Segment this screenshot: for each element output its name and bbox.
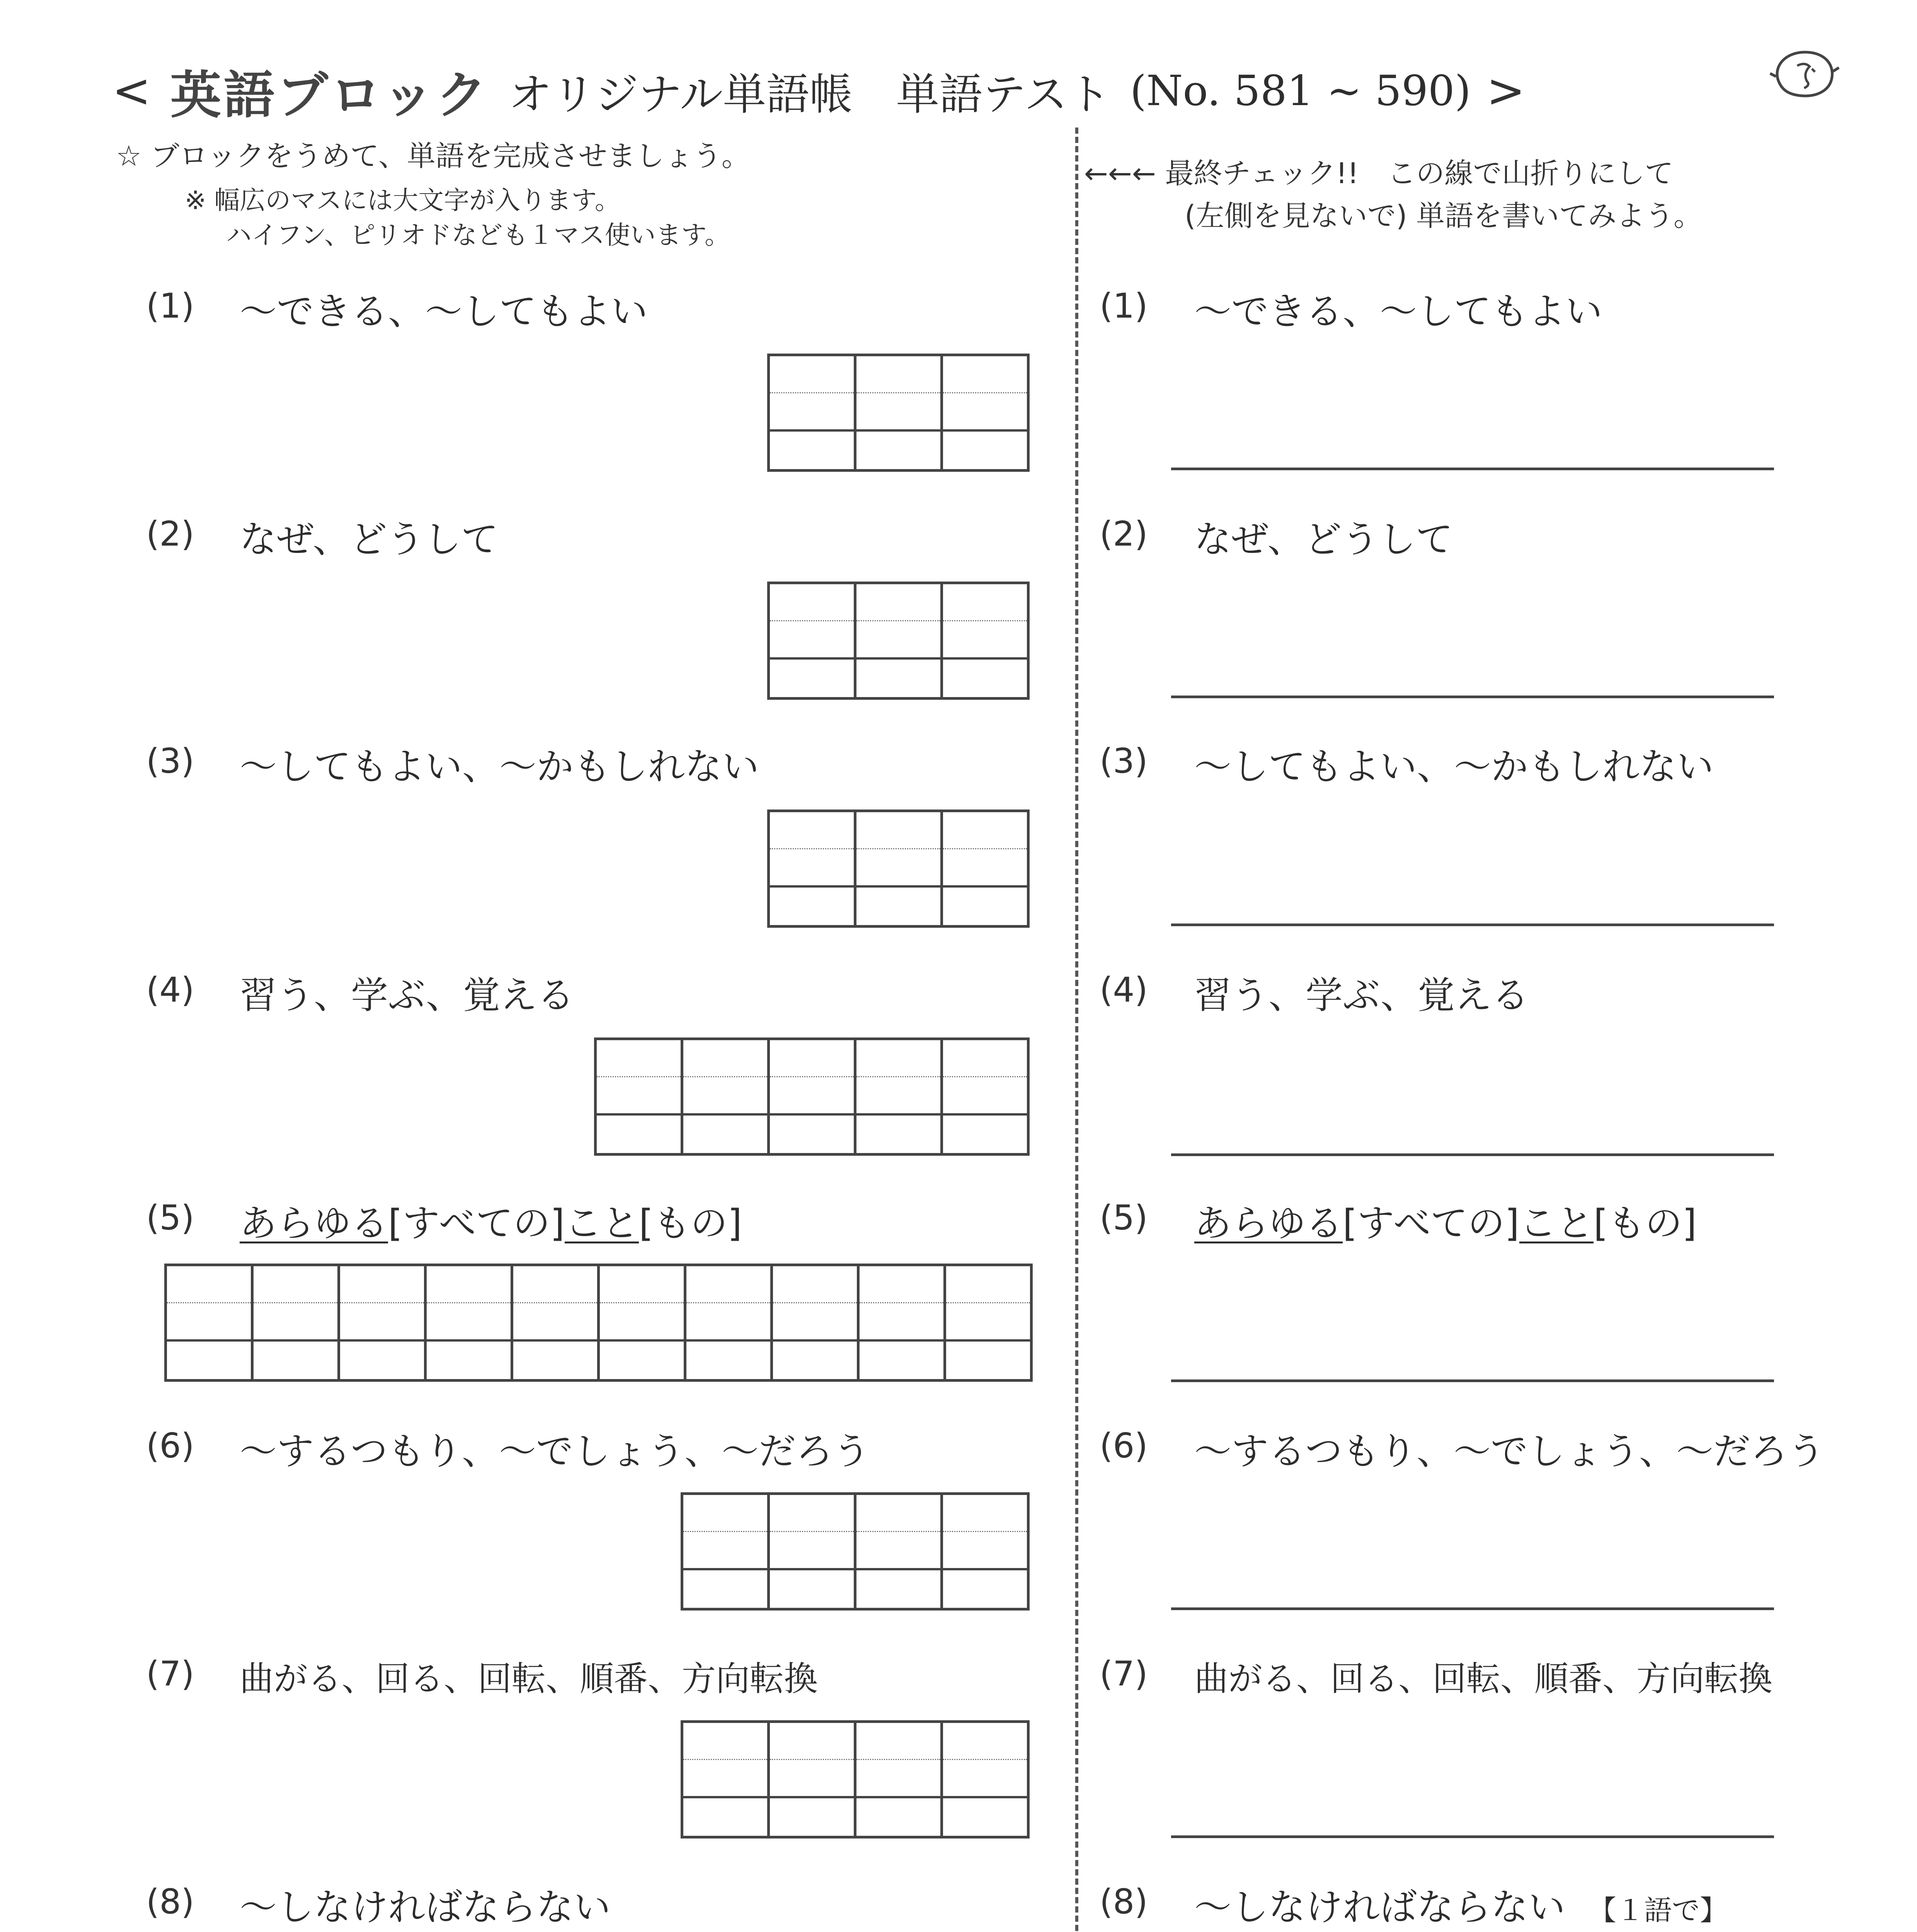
question-text-part: あらゆる (240, 1202, 388, 1245)
question-number: (1) (1100, 286, 1148, 326)
question-text: ～しなければならない (240, 1886, 611, 1929)
fold-line (1075, 128, 1078, 1932)
question-text: 曲がる、回る、回転、順番、方向転換 (240, 1659, 818, 1699)
answer-line[interactable] (1171, 468, 1774, 470)
answer-line[interactable] (1171, 1153, 1774, 1156)
question-text (1194, 1194, 1697, 1247)
question-number: (7) (1100, 1654, 1148, 1694)
question-number: (6) (1100, 1426, 1148, 1466)
grid-cell[interactable] (770, 582, 856, 700)
question-text-part: [すべての] (388, 1202, 565, 1245)
question-text: 習う、学ぶ、覚える (240, 974, 574, 1017)
answer-grid[interactable] (767, 582, 1030, 700)
question-number: (8) (146, 1882, 194, 1922)
question-number: (8) (1100, 1882, 1148, 1922)
grid-cell[interactable] (340, 1264, 427, 1382)
grid-cell[interactable] (770, 1720, 856, 1838)
one-word-note: 【１語で】 (1588, 1894, 1728, 1927)
mascot-icon (1766, 43, 1844, 104)
question-text-part: こと (565, 1202, 639, 1245)
grid-cell[interactable] (860, 1264, 946, 1382)
grid-cell[interactable] (683, 1037, 770, 1156)
grid-cell[interactable] (683, 1492, 770, 1611)
question-number: (3) (146, 741, 194, 781)
title-bracket-left: < (112, 64, 151, 118)
question-number: (3) (1100, 741, 1148, 781)
question-number: (4) (1100, 970, 1148, 1010)
question-text: 曲がる、回る、回転、順番、方向転換 (1194, 1659, 1773, 1699)
question-text-part: [もの] (1594, 1202, 1697, 1245)
question-number: (1) (146, 286, 194, 326)
question-number: (5) (146, 1198, 194, 1238)
grid-cell[interactable] (683, 1720, 770, 1838)
grid-cell[interactable] (856, 1492, 943, 1611)
grid-cell[interactable] (600, 1264, 686, 1382)
question-number: (2) (1100, 514, 1148, 554)
question-text-part: [すべての] (1343, 1202, 1519, 1245)
question-text (1194, 1878, 1728, 1931)
grid-cell[interactable] (773, 1264, 860, 1382)
question-number: (5) (1100, 1198, 1148, 1238)
question-text: ～できる、～してもよい (240, 290, 648, 333)
grid-cell[interactable] (597, 1037, 683, 1156)
grid-cell[interactable] (770, 354, 856, 472)
answer-line[interactable] (1171, 1379, 1774, 1382)
fold-instruction-1: ←←← 最終チェック!! この線で山折りにして (1084, 157, 1674, 190)
instruction-main: ☆ ブロックをうめて、単語を完成させましょう。 (116, 139, 750, 173)
instruction-note-1: ※ 幅広のマスには大文字が入ります。 (185, 185, 620, 215)
grid-cell[interactable] (856, 1037, 943, 1156)
answer-grid[interactable] (594, 1037, 1030, 1156)
grid-cell[interactable] (254, 1264, 340, 1382)
answer-grid[interactable] (681, 1492, 1030, 1611)
question-text (240, 1194, 742, 1247)
grid-cell[interactable] (513, 1264, 600, 1382)
answer-line[interactable] (1171, 1835, 1774, 1838)
answer-grid[interactable] (164, 1264, 1033, 1382)
question-text: ～できる、～してもよい (1194, 290, 1602, 333)
grid-cell[interactable] (770, 810, 856, 928)
grid-cell[interactable] (770, 1492, 856, 1611)
question-text: ～してもよい、～かもしれない (1194, 745, 1714, 788)
question-text: なぜ、どうして (240, 518, 499, 561)
grid-cell[interactable] (856, 354, 943, 472)
fold-instruction-2: (左側を見ないで) 単語を書いてみよう。 (1185, 199, 1702, 233)
answer-line[interactable] (1171, 1607, 1774, 1610)
grid-cell[interactable] (856, 1720, 943, 1838)
question-text: ～してもよい、～かもしれない (240, 745, 759, 788)
answer-grid[interactable] (767, 810, 1030, 928)
grid-cell[interactable] (856, 810, 943, 928)
grid-cell[interactable] (943, 810, 1030, 928)
title-range: (No. 581 ~ 590) (1130, 66, 1471, 115)
brand-logo: 英語ブロック (170, 66, 489, 125)
question-text-part: [もの] (639, 1202, 742, 1245)
question-text: 習う、学ぶ、覚える (1194, 974, 1529, 1017)
question-text: なぜ、どうして (1194, 518, 1453, 561)
question-text-part: あらゆる (1194, 1202, 1343, 1245)
question-number: (4) (146, 970, 194, 1010)
instruction-note-2: ハイフン、ピリオドなども１マス使います。 (226, 220, 730, 250)
question-number: (7) (146, 1654, 194, 1694)
grid-cell[interactable] (943, 582, 1030, 700)
answer-grid[interactable] (767, 354, 1030, 472)
grid-cell[interactable] (943, 1037, 1030, 1156)
grid-cell[interactable] (943, 1720, 1030, 1838)
grid-cell[interactable] (946, 1264, 1033, 1382)
question-text-main: ～しなければならない (1194, 1886, 1565, 1929)
question-text: ～するつもり、～でしょう、～だろう (240, 1430, 870, 1473)
answer-line[interactable] (1171, 923, 1774, 926)
question-text: ～するつもり、～でしょう、～だろう (1194, 1430, 1825, 1473)
grid-cell[interactable] (427, 1264, 513, 1382)
grid-cell[interactable] (167, 1264, 254, 1382)
title-bracket-right: > (1486, 64, 1525, 118)
question-text-part: こと (1519, 1202, 1594, 1245)
page-title (112, 58, 1525, 124)
grid-cell[interactable] (770, 1037, 856, 1156)
answer-grid[interactable] (681, 1720, 1030, 1838)
question-number: (6) (146, 1426, 194, 1466)
answer-line[interactable] (1171, 696, 1774, 698)
grid-cell[interactable] (943, 1492, 1030, 1611)
grid-cell[interactable] (943, 354, 1030, 472)
question-number: (2) (146, 514, 194, 554)
title-text: オリジナル単語帳 単語テスト (508, 69, 1111, 120)
grid-cell[interactable] (686, 1264, 773, 1382)
grid-cell[interactable] (856, 582, 943, 700)
